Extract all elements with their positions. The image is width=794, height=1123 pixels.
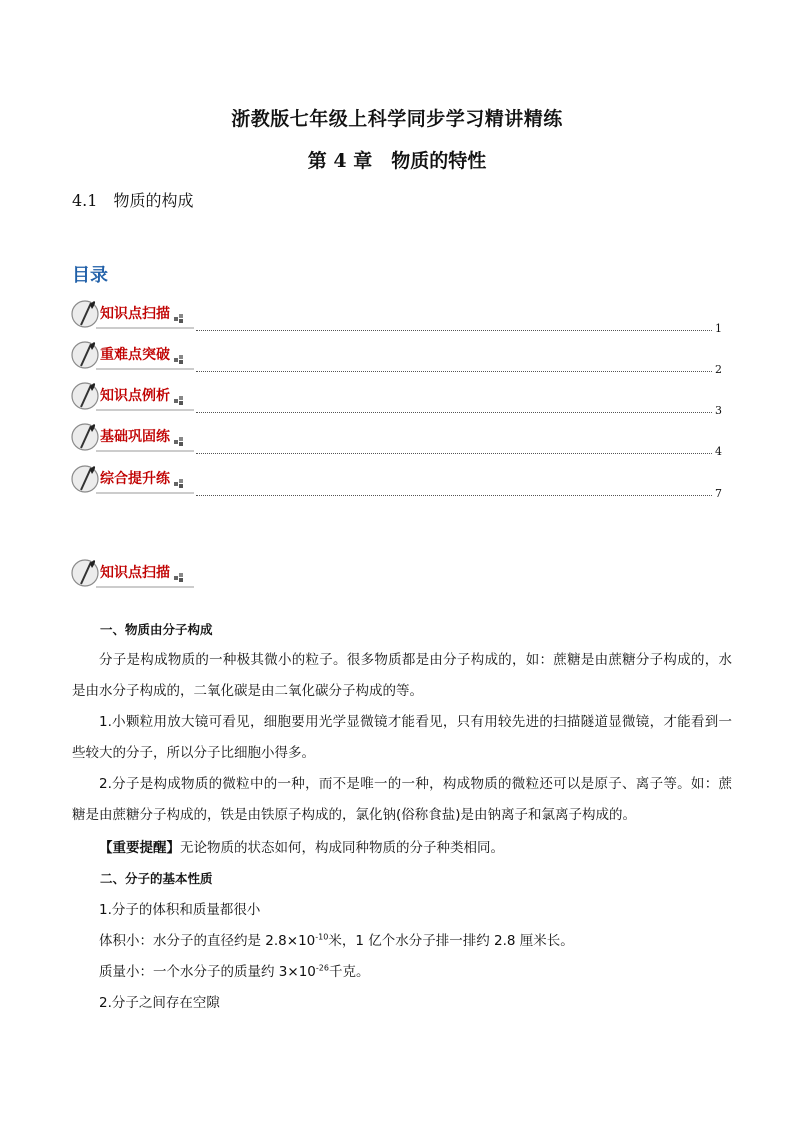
paragraph-2: 1.小颗粒用放大镜可看见，细胞要用光学显微镜才能看见，只有用较先进的扫描隧道显微镜，才能看到一些较大的分子，所以分子比细胞小得多。 (72, 714, 732, 761)
paragraph-3: 2.分子是构成物质的微粒中的一种，而不是唯一的一种，构成物质的微粒还可以是原子、离子等。如：蔗糖是由蔗糖分子构成的，铁是由铁原子构成的，氯化钠(俗称食盐)是由钠离子和氯离子构成的。 (72, 776, 732, 823)
toc-badge-2[interactable] (70, 338, 194, 372)
toc-badge-label: 知识点例析 (100, 388, 170, 404)
toc-heading: 目录 (72, 265, 108, 286)
page-title: 浙教版七年级上科学同步学习精讲精练 (231, 108, 563, 130)
toc-row-2[interactable] (196, 358, 722, 376)
toc-leader (196, 412, 712, 413)
toc-badge-label: 综合提升练 (100, 471, 170, 487)
important-tip (99, 836, 504, 856)
toc-badge-1[interactable] (70, 297, 194, 331)
toc-badge-5[interactable] (70, 462, 194, 496)
point-2: 2.分子之间存在空隙 (99, 995, 220, 1011)
toc-page-number: 3 (715, 404, 722, 417)
toc-row-1[interactable] (196, 317, 722, 335)
section-title: 4.1 物质的构成 (72, 191, 194, 210)
toc-leader (196, 371, 712, 372)
tip-text: 无论物质的状态如何，构成同种物质的分子种类相同。 (180, 840, 504, 856)
toc-badge-label: 知识点扫描 (100, 306, 170, 322)
toc-page-number: 2 (715, 363, 722, 376)
toc-row-5[interactable] (196, 482, 722, 500)
tip-label: 【重要提醒】 (99, 840, 180, 856)
toc-badge-3[interactable] (70, 379, 194, 413)
heading-properties: 二、分子的基本性质 (100, 871, 213, 886)
toc-row-4[interactable] (196, 440, 722, 458)
toc-row-3[interactable] (196, 399, 722, 417)
volume-line: 体积小：水分子的直径约是 $2.8\times 10^{-10}$米，1 亿个水分子排一排约 2.8 厘米长。 (99, 932, 574, 949)
heading-molecules: 一、物质由分子构成 (100, 622, 213, 637)
toc-leader (196, 330, 712, 331)
toc-leader (196, 453, 712, 454)
toc-page-number: 4 (715, 445, 722, 458)
paragraph-1: 分子是构成物质的一种极其微小的粒子。很多物质都是由分子构成的，如：蔗糖是由蔗糖分子构成的，水是由水分子构成的，二氧化碳是由二氧化碳分子构成的等。 (72, 652, 732, 699)
mass-line: 质量小：一个水分子的质量约 $3\times 10^{-26}$千克。 (99, 963, 370, 980)
point-1: 1.分子的体积和质量都很小 (99, 902, 261, 918)
toc-leader (196, 495, 712, 496)
toc-badge-label: 基础巩固练 (100, 429, 170, 445)
chapter-title: 第 4 章 物质的特性 (307, 150, 487, 172)
toc-page-number: 1 (715, 322, 722, 335)
toc-badge-label: 重难点突破 (100, 347, 170, 363)
section-badge (70, 556, 194, 590)
toc-page-number: 7 (715, 487, 722, 500)
section-badge-label: 知识点扫描 (100, 565, 170, 581)
toc-badge-4[interactable] (70, 420, 194, 454)
